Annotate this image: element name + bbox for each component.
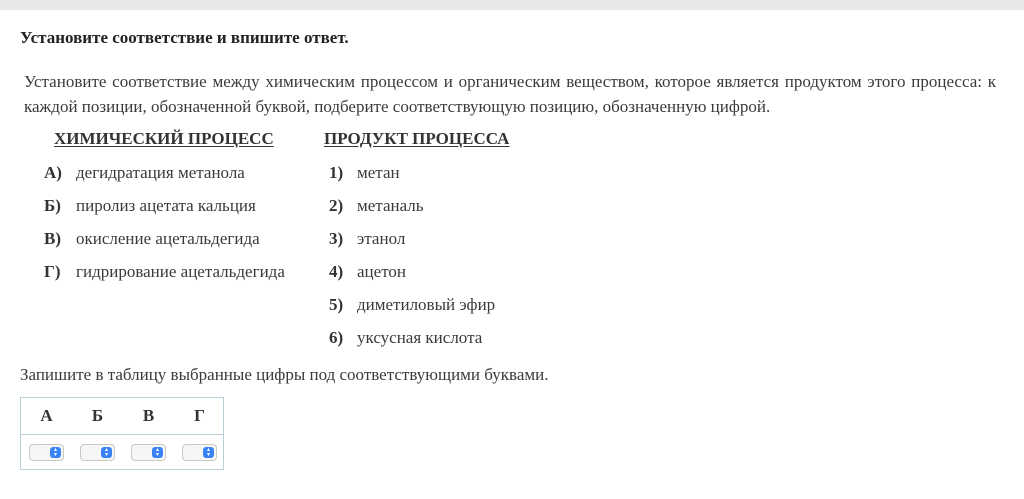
product-text: метан xyxy=(357,163,400,182)
answer-select-b[interactable] xyxy=(80,444,115,461)
process-key: Г) xyxy=(44,262,61,281)
process-key: В) xyxy=(44,229,61,248)
answer-table-header xyxy=(21,398,223,435)
answer-select-a[interactable] xyxy=(29,444,64,461)
task-description: Установите соответствие между химическим процессом и органическим веществом, которое является продуктом этого процесса: к каждой позиции, обозначенной буквой, подберите соответствующую позицию, обозначенную цифрой. xyxy=(24,72,996,116)
answer-table xyxy=(20,397,224,470)
product-text: ацетон xyxy=(357,262,406,281)
products-header: ПРОДУКТ ПРОЦЕССА xyxy=(324,129,510,148)
process-key: Б) xyxy=(44,196,61,215)
product-key: 6) xyxy=(329,328,344,347)
product-text: этанол xyxy=(357,229,406,248)
answer-header-a: А xyxy=(40,406,53,425)
select-arrows-icon: ▴ ▾ xyxy=(203,447,214,458)
process-key: А) xyxy=(44,163,62,182)
product-key: 2) xyxy=(329,196,344,215)
answer-header-b: Б xyxy=(91,406,104,425)
answer-select-g[interactable] xyxy=(182,444,217,461)
task-title: Установите соответствие и впишите ответ. xyxy=(20,28,349,47)
top-bar xyxy=(0,0,1024,10)
product-text: диметиловый эфир xyxy=(357,295,496,314)
select-arrows-icon: ▴ ▾ xyxy=(50,447,61,458)
process-text: гидрирование ацетальдегида xyxy=(76,262,285,281)
product-key: 5) xyxy=(329,295,344,314)
answer-header-v: В xyxy=(142,406,155,425)
answer-header-g: Г xyxy=(194,406,205,425)
answer-select-v[interactable] xyxy=(131,444,166,461)
process-text: дегидратация метанола xyxy=(76,163,245,182)
select-arrows-icon: ▴ ▾ xyxy=(101,447,112,458)
product-key: 4) xyxy=(329,262,344,281)
product-key: 3) xyxy=(329,229,344,248)
product-key: 1) xyxy=(329,163,344,182)
process-text: окисление ацетальдегида xyxy=(76,229,260,248)
process-text: пиролиз ацетата кальция xyxy=(76,196,256,215)
processes-header: ХИМИЧЕСКИЙ ПРОЦЕСС xyxy=(54,129,274,148)
select-arrows-icon: ▴ ▾ xyxy=(152,447,163,458)
product-text: метаналь xyxy=(357,196,424,215)
answer-instruction: Запишите в таблицу выбранные цифры под соответствующими буквами. xyxy=(20,365,549,384)
product-text: уксусная кислота xyxy=(357,328,483,347)
